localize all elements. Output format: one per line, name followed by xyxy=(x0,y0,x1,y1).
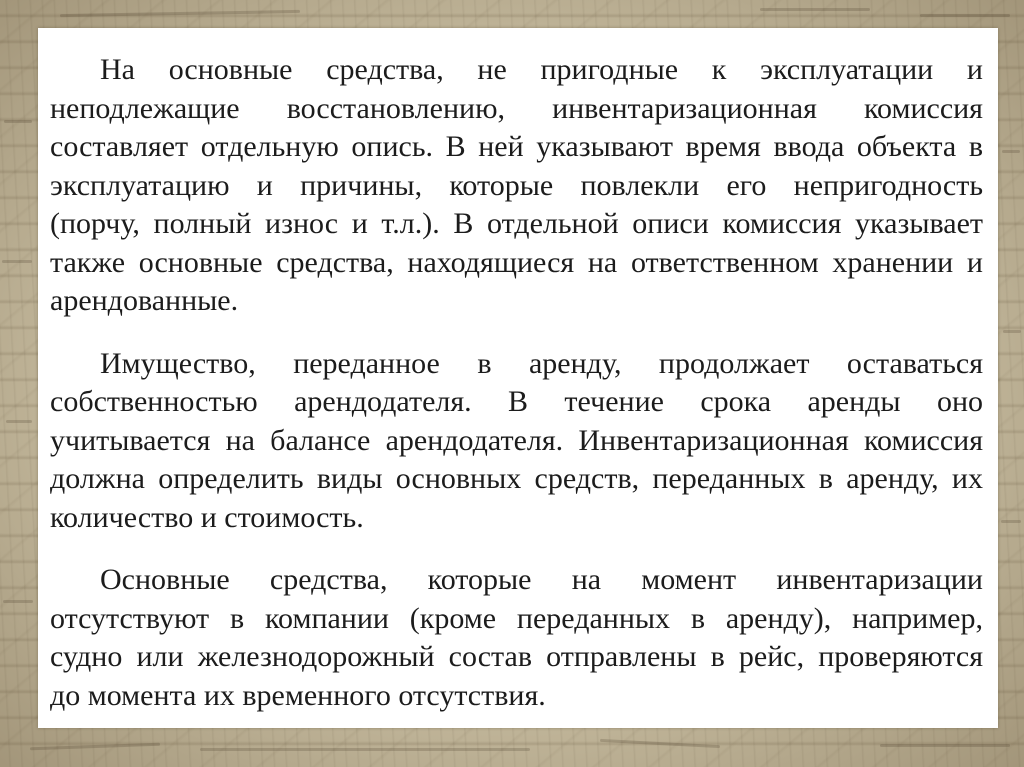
paragraph-line: до момента их временного отсутствия. xyxy=(50,678,546,712)
background-stroke xyxy=(200,748,530,751)
paragraph-line: также основные средства, находящиеся на ответственном хранении и xyxy=(50,245,983,279)
paragraph-line: собственностью арендодателя. В течение срока аренды оно xyxy=(50,385,983,418)
background-stroke xyxy=(880,744,1010,747)
background-stroke xyxy=(30,743,160,751)
background-stroke xyxy=(1001,520,1021,523)
background-stroke xyxy=(3,600,33,603)
text-box xyxy=(38,28,998,728)
paragraph-line: На основные средства, не пригодные к эксплуатации и xyxy=(100,53,983,86)
background-stroke xyxy=(4,120,32,123)
paragraph-line: учитывается на балансе арендодателя. Инвентаризационная комиссия xyxy=(50,423,983,457)
background-stroke xyxy=(2,260,32,263)
paragraph-line: эксплуатацию и причины, которые повлекли его непригодность xyxy=(50,168,983,202)
paragraph-line: отсутствуют в компании (кроме переданных в аренду), например, xyxy=(50,601,983,635)
background-stroke xyxy=(920,14,1010,17)
paragraph-line: Основные средства, которые на момент инвентаризации xyxy=(100,563,983,596)
paragraph-line: должна определить виды основных средств, переданных в аренду, их xyxy=(50,462,983,495)
paragraph-line: арендованные. xyxy=(50,284,239,317)
paragraph-2 xyxy=(50,345,983,538)
paragraph-line: количество и стоимость. xyxy=(50,500,364,534)
background-stroke xyxy=(600,739,720,748)
paragraph-line: составляет отдельную опись. В ней указывают время ввода объекта в xyxy=(50,130,983,163)
paragraph-line: (порчу, полный износ и т.л.). В отдельной описи комиссия указывает xyxy=(50,207,983,240)
background-stroke xyxy=(1003,330,1021,333)
background-stroke xyxy=(1002,150,1020,153)
background-stroke xyxy=(6,420,32,423)
paragraph-line: судно или железнодорожный состав отправлены в рейс, проверяются xyxy=(50,640,983,673)
paragraph-line: Имущество, переданное в аренду, продолжает оставаться xyxy=(100,346,983,380)
background-stroke xyxy=(760,8,870,11)
background-stroke xyxy=(60,10,300,17)
paragraph-1 xyxy=(50,51,983,321)
paragraph-line: неподлежащие восстановлению, инвентаризационная комиссия xyxy=(50,91,983,125)
paragraph-3 xyxy=(50,561,983,715)
